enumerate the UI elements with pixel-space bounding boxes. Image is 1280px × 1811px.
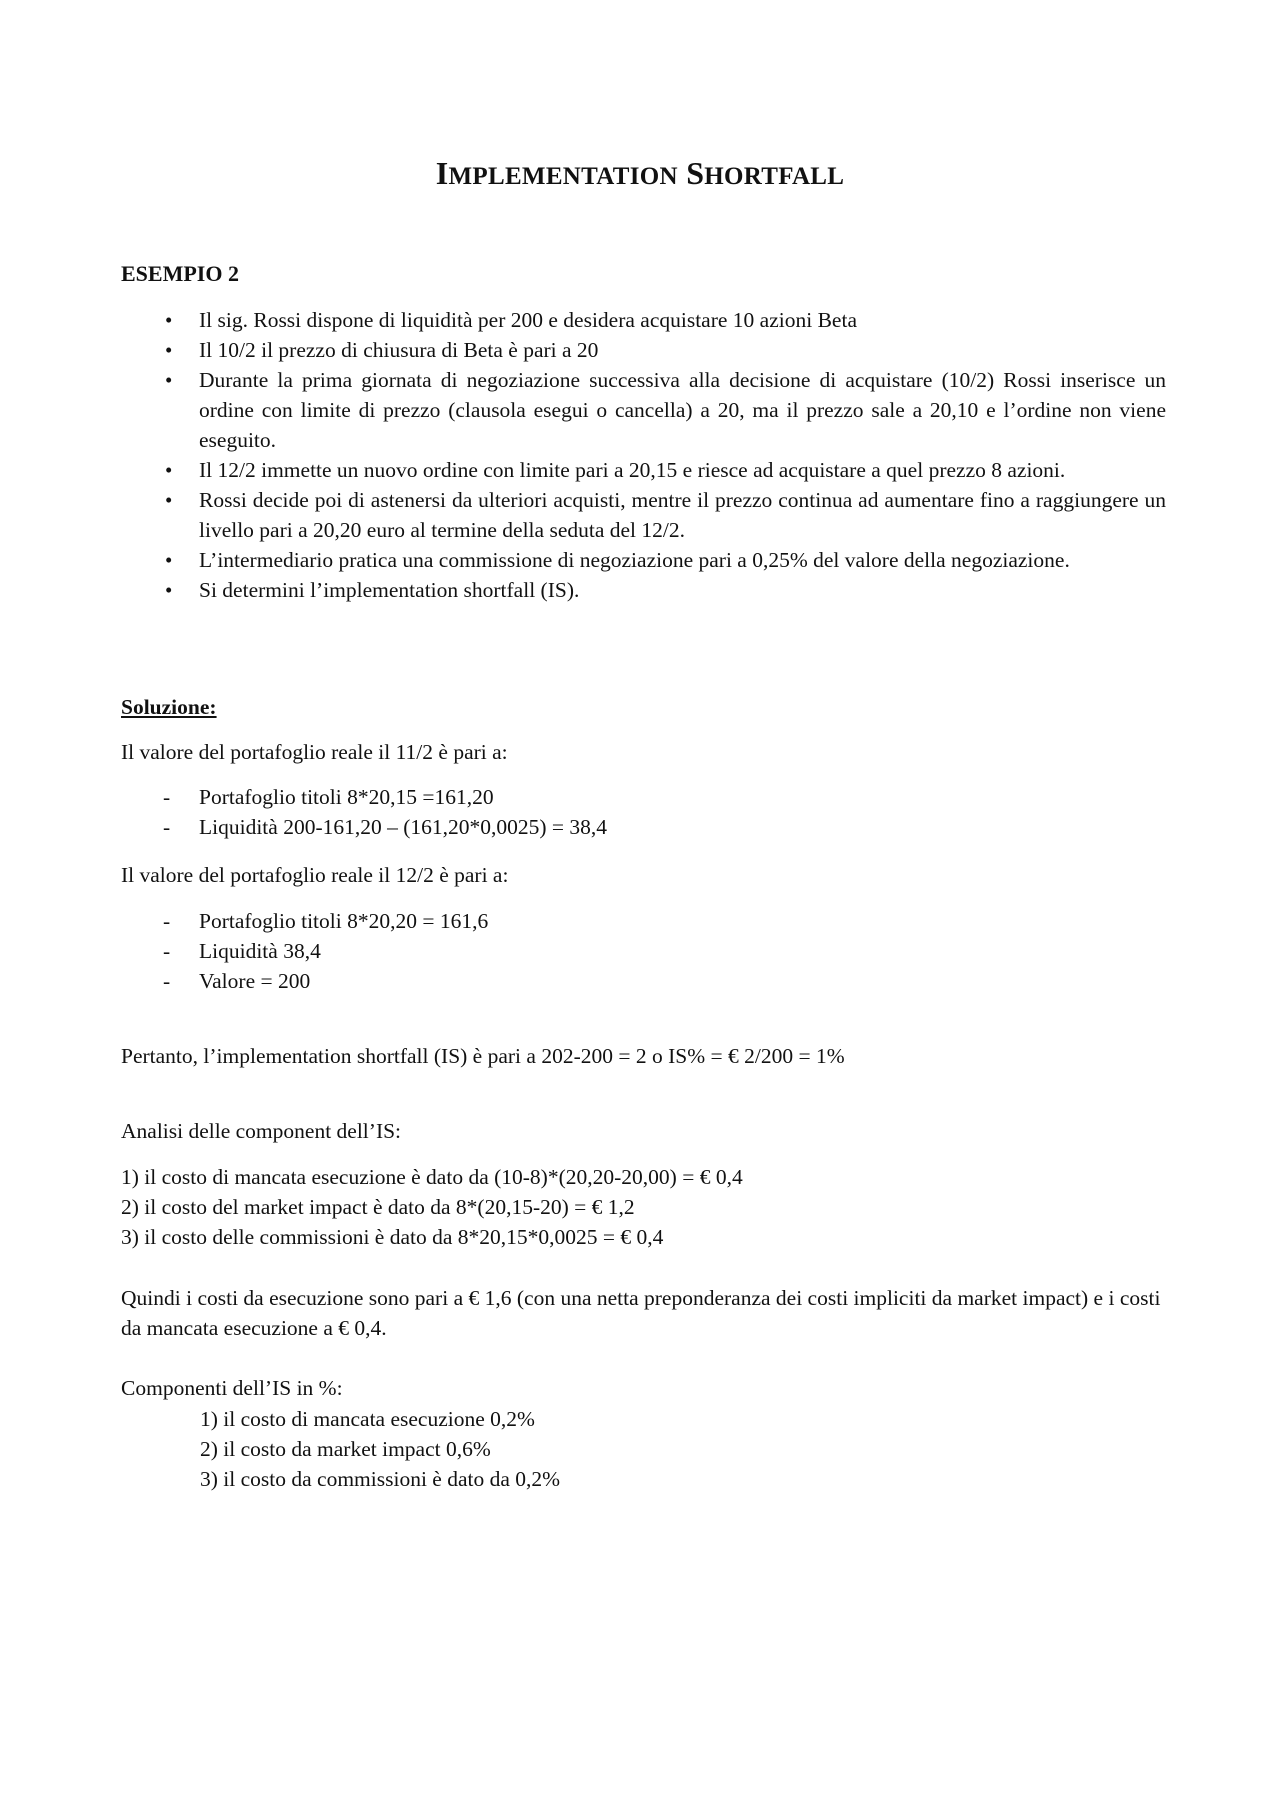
- list-item: - Portafoglio titoli 8*20,20 = 161,6: [121, 906, 1121, 936]
- bullet-icon: •: [165, 308, 173, 332]
- percent-components-list: [200, 1404, 1100, 1494]
- list-item: 2) il costo da market impact 0,6%: [200, 1437, 491, 1461]
- dash-icon: -: [163, 939, 171, 963]
- dash-icon: -: [163, 815, 171, 839]
- list-item: - Portafoglio titoli 8*20,15 =161,20: [121, 782, 1121, 812]
- analysis-list: [121, 1162, 1166, 1252]
- analysis-intro: Analisi delle component dell’IS:: [121, 1119, 402, 1143]
- list-item: 3) il costo delle commissioni è dato da 8*20,15*0,0025 = € 0,4: [121, 1225, 664, 1249]
- dash-icon: -: [163, 909, 171, 933]
- list-item: - Valore = 200: [121, 966, 1121, 996]
- list-item: • Rossi decide poi di astenersi da ulteriori acquisti, mentre il prezzo continua ad aumentare fino a raggiungere un livello pari a 20,20 euro al termine della seduta del 12/2.: [121, 485, 1166, 545]
- summary-paragraph: Quindi i costi da esecuzione sono pari a € 1,6 (con una netta preponderanza dei costi impliciti da market impact) e i costi da mancata esecuzione a € 0,4.: [121, 1286, 1161, 1340]
- list-item: 2) il costo del market impact è dato da 8*(20,15-20) = € 1,2: [121, 1195, 635, 1219]
- bullet-icon: •: [165, 458, 173, 482]
- bullet-icon: •: [165, 368, 173, 392]
- list-item: - Liquidità 38,4: [121, 936, 1121, 966]
- list-item: 3) il costo da commissioni è dato da 0,2%: [200, 1467, 561, 1491]
- list-item: • Il 12/2 immette un nuovo ordine con limite pari a 20,15 e riesce ad acquistare a quel prezzo 8 azioni.: [121, 455, 1166, 485]
- list-item: - Liquidità 200-161,20 – (161,20*0,0025) = 38,4: [121, 812, 1121, 842]
- portfolio-12-intro: Il valore del portafoglio reale il 12/2 è pari a:: [121, 863, 509, 887]
- bullet-icon: •: [165, 488, 173, 512]
- percent-components-intro: Componenti dell’IS in %:: [121, 1376, 343, 1400]
- dash-icon: -: [163, 785, 171, 809]
- problem-bullet-list: [121, 305, 1166, 605]
- portfolio-11-intro: Il valore del portafoglio reale il 11/2 è pari a:: [121, 740, 508, 764]
- list-item: • Il sig. Rossi dispone di liquidità per 200 e desidera acquistare 10 azioni Beta: [121, 305, 1166, 335]
- list-item: • Il 10/2 il prezzo di chiusura di Beta è pari a 20: [121, 335, 1166, 365]
- solution-heading: Soluzione:: [121, 695, 217, 719]
- section-label: ESEMPIO 2: [121, 261, 239, 286]
- portfolio-12-list: [121, 906, 1121, 996]
- result-line: Pertanto, l’implementation shortfall (IS) è pari a 202-200 = 2 o IS% = € 2/200 = 1%: [121, 1044, 845, 1068]
- list-item: • L’intermediario pratica una commissione di negoziazione pari a 0,25% del valore della negoziazione.: [121, 545, 1166, 575]
- list-item: 1) il costo di mancata esecuzione è dato da (10-8)*(20,20-20,00) = € 0,4: [121, 1165, 743, 1189]
- bullet-icon: •: [165, 548, 173, 572]
- bullet-icon: •: [165, 578, 173, 602]
- portfolio-11-list: [121, 782, 1121, 842]
- list-item: 1) il costo di mancata esecuzione 0,2%: [200, 1407, 535, 1431]
- page-title: IMPLEMENTATION SHORTFALL: [435, 155, 845, 191]
- dash-icon: -: [163, 969, 171, 993]
- list-item: • Si determini l’implementation shortfall (IS).: [121, 575, 1166, 605]
- bullet-icon: •: [165, 338, 173, 362]
- list-item: • Durante la prima giornata di negoziazione successiva alla decisione di acquistare (10/2) Rossi inserisce un ordine con limite di prezzo (clausola esegui o cancella) a 20, ma il prezzo sale a 20,10 e l’ordine non viene eseguito.: [121, 365, 1166, 455]
